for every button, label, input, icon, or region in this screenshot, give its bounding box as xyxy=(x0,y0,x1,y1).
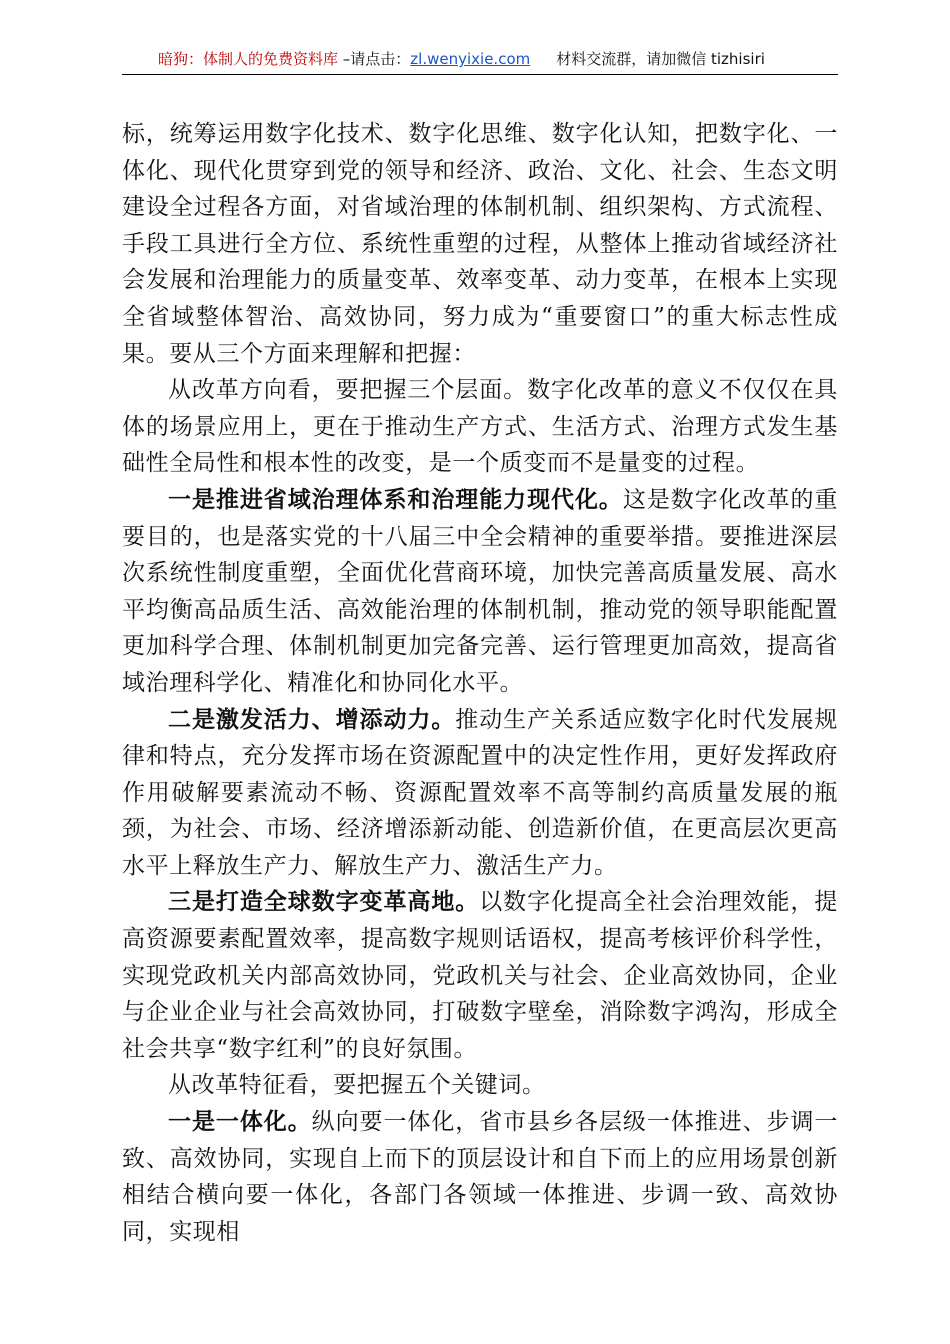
document-body xyxy=(122,116,838,1250)
paragraph-text: 这是数字化改革的重要目的，也是落实党的十八届三中全会精神的重要举措。要推进深层次系统性制度重塑，全面优化营商环境，加快完善高质量发展、高水平均衡高品质生活、高效能治理的体制机制，推动党的领导职能配置更加科学合理、体制机制更加完备完善、运行管理更加高效，提高省域治理科学化、精准化和协同化水平。 xyxy=(122,486,838,696)
paragraph-reform-direction: 从改革方向看，要把握三个层面。数字化改革的意义不仅仅在具体的场景应用上，更在于推动生产方式、生活方式、治理方式发生基础性全局性和根本性的改变，是一个质变而不是量变的过程。 xyxy=(122,377,838,477)
paragraph-point-1 xyxy=(122,482,838,702)
paragraph-lead: 三是打造全球数字变革高地。 xyxy=(168,888,480,916)
paragraph-point-2 xyxy=(122,702,838,885)
paragraph-point-3 xyxy=(122,884,838,1067)
paragraph-lead: 一是推进省域治理体系和治理能力现代化。 xyxy=(168,485,623,513)
paragraph-text: 以数字化提高全社会治理效能，提高资源要素配置效率，提高数字规则话语权，提高考核评价科学性，实现党政机关内部高效协同，党政机关与社会、企业高效协同，企业与企业企业与社会高效协同，打破数字壁垒，消除数字鸿沟，形成全社会共享“数字红利”的良好氛围。 xyxy=(122,889,838,1062)
paragraph-text: 推动生产关系适应数字化时代发展规律和特点，充分发挥市场在资源配置中的决定性作用，更好发挥政府作用破解要素流动不畅、资源配置效率不高等制约高质量发展的瓶颈，为社会、市场、经济增添新动能、创造新价值，在更高层次更高水平上释放生产力、解放生产力、激活生产力。 xyxy=(122,706,839,879)
paragraph-text: 纵向要一体化，省市县乡各层级一体推进、步调一致、高效协同，实现自上而下的顶层设计和自下而上的应用场景创新相结合横向要一体化，各部门各领域一体推进、步调一致、高效协同，实现相 xyxy=(122,1109,839,1245)
paragraph-keyword-1 xyxy=(122,1104,838,1250)
header-group-info: 材料交流群，请加微信 tizhisiri xyxy=(556,50,765,68)
header-prompt: –请点击： xyxy=(338,50,411,68)
header-brand: 暗狗：体制人的免费资料库 xyxy=(158,50,339,68)
paragraph-lead: 二是激发活力、增添动力。 xyxy=(168,705,456,733)
paragraph-continued: 标，统筹运用数字化技术、数字化思维、数字化认知，把数字化、一体化、现代化贯穿到党的领导和经济、政治、文化、社会、生态文明建设全过程各方面，对省域治理的体制机制、组织架构、方式流程、手段工具进行全方位、系统性重塑的过程，从整体上推动省域经济社会发展和治理能力的质量变革、效率变革、动力变革，在根本上实现全省域整体智治、高效协同，努力成为“重要窗口”的重大标志性成果。要从三个方面来理解和把握： xyxy=(122,121,838,367)
header-link[interactable]: zl.wenyixie.com xyxy=(410,50,531,68)
paragraph-reform-features: 从改革特征看，要把握五个关键词。 xyxy=(168,1072,546,1099)
paragraph-lead: 一是一体化。 xyxy=(168,1108,312,1136)
page-header xyxy=(122,44,838,75)
